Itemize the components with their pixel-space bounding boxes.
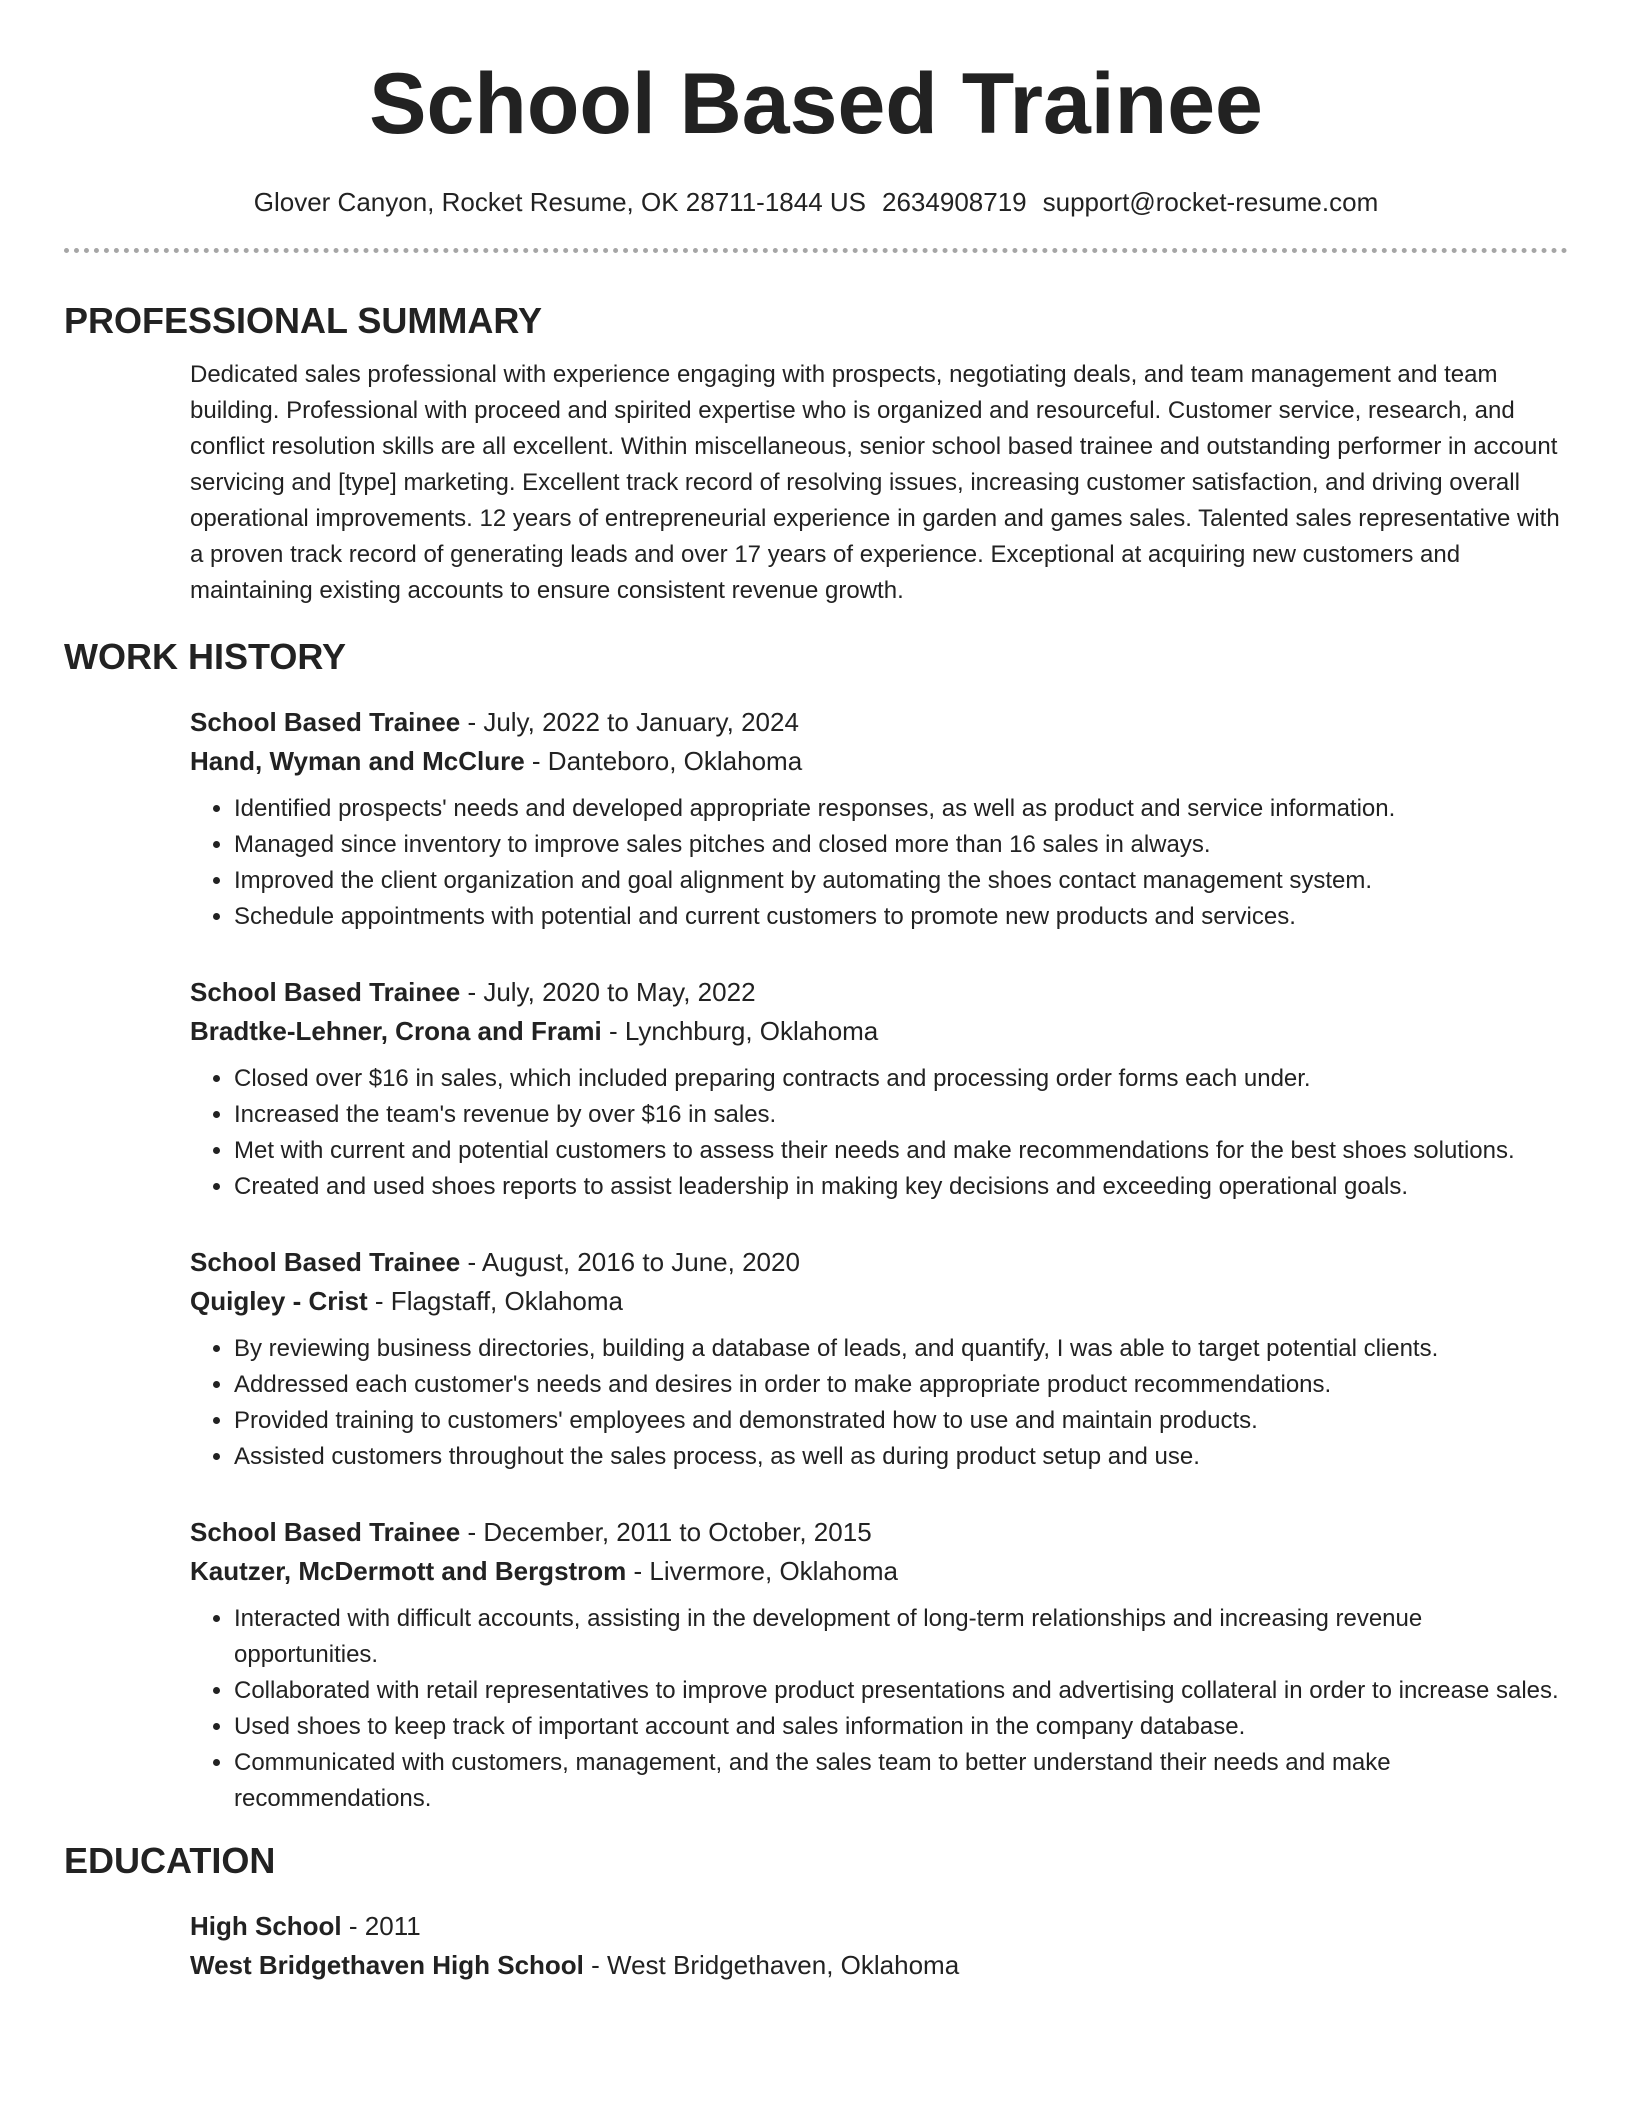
job-location: - Lynchburg, Oklahoma: [601, 1016, 879, 1046]
job-bullet: • Managed since inventory to improve sales pitches and closed more than 16 sales in always.: [234, 827, 1568, 863]
job-bullets: [190, 1331, 1568, 1475]
education-degree-line: [190, 1907, 1568, 1946]
job-entry: [190, 973, 1568, 1205]
job-bullet: • Addressed each customer's needs and desires in order to make appropriate product recommendations.: [234, 1367, 1568, 1403]
job-bullet: • Met with current and potential customers to assess their needs and make recommendations for the best shoes solutions.: [234, 1133, 1568, 1169]
candidate-name: School Based Trainee: [369, 56, 1263, 152]
job-bullet: • Increased the team's revenue by over $16 in sales.: [234, 1097, 1568, 1133]
summary-text: Dedicated sales professional with experience engaging with prospects, negotiating deals, and team management and team building. Professional with proceed and spirited expertise who is organized and resourceful. Customer service, research, and conflict resolution skills are all excellent. Within miscellaneous, senior school based trainee and outstanding performer in account servicing and [type] marketing. Excellent track record of resolving issues, increasing customer satisfaction, and driving overall operational improvements. 12 years of entrepreneurial experience in garden and games sales. Talented sales representative with a proven track record of generating leads and over 17 years of experience. Exceptional at acquiring new customers and maintaining existing accounts to ensure consistent revenue growth.: [190, 361, 1560, 604]
job-bullet: • Provided training to customers' employees and demonstrated how to use and maintain products.: [234, 1403, 1568, 1439]
job-bullets: [190, 791, 1568, 935]
education-year: - 2011: [341, 1911, 421, 1941]
job-company-line: [190, 1282, 1568, 1321]
job-dates: - December, 2011 to October, 2015: [460, 1517, 872, 1547]
job-company-line: [190, 1552, 1568, 1591]
job-entry: [190, 1513, 1568, 1817]
job-bullet: • Created and used shoes reports to assist leadership in making key decisions and exceeding operational goals.: [234, 1169, 1568, 1205]
education-school-line: [190, 1946, 1568, 1985]
job-location: - Danteboro, Oklahoma: [524, 746, 803, 776]
job-company: Hand, Wyman and McClure: [190, 746, 525, 776]
job-bullet: • Used shoes to keep track of important account and sales information in the company database.: [234, 1709, 1568, 1745]
job-role-line: [190, 973, 1568, 1012]
work-history-list: [64, 703, 1568, 1817]
job-bullet: • Closed over $16 in sales, which included preparing contracts and processing order forms each under.: [234, 1061, 1568, 1097]
education-location: - West Bridgethaven, Oklahoma: [583, 1950, 960, 1980]
job-role-line: [190, 1513, 1568, 1552]
contact-address: Glover Canyon, Rocket Resume, OK 28711-1844 US: [253, 187, 867, 217]
job-location: - Flagstaff, Oklahoma: [367, 1286, 623, 1316]
header-divider: [64, 248, 1568, 253]
section-title-summary: PROFESSIONAL SUMMARY: [64, 300, 543, 341]
job-role: School Based Trainee: [190, 1517, 461, 1547]
section-title-education: EDUCATION: [64, 1840, 276, 1881]
job-role-line: [190, 703, 1568, 742]
job-bullet: • Communicated with customers, management, and the sales team to better understand their needs and make recommendations.: [234, 1745, 1568, 1817]
job-role-line: [190, 1243, 1568, 1282]
job-role: School Based Trainee: [190, 707, 461, 737]
job-bullets: [190, 1061, 1568, 1205]
job-company: Bradtke-Lehner, Crona and Frami: [190, 1016, 602, 1046]
job-company-line: [190, 1012, 1568, 1051]
job-bullet: • Identified prospects' needs and developed appropriate responses, as well as product and service information.: [234, 791, 1568, 827]
job-location: - Livermore, Oklahoma: [626, 1556, 898, 1586]
job-dates: - July, 2022 to January, 2024: [460, 707, 799, 737]
contact-phone: 2634908719: [882, 187, 1027, 217]
education-entry: [64, 1907, 1568, 1985]
contact-line: [64, 186, 1568, 218]
job-dates: - July, 2020 to May, 2022: [460, 977, 756, 1007]
job-bullet: • Schedule appointments with potential and current customers to promote new products and services.: [234, 899, 1568, 935]
job-bullet: • Improved the client organization and goal alignment by automating the shoes contact management system.: [234, 863, 1568, 899]
job-entry: [190, 1243, 1568, 1475]
job-entry: [190, 703, 1568, 935]
summary-block: [64, 357, 1568, 609]
job-company: Kautzer, McDermott and Bergstrom: [190, 1556, 627, 1586]
job-dates: - August, 2016 to June, 2020: [460, 1247, 800, 1277]
job-role: School Based Trainee: [190, 1247, 461, 1277]
job-bullet: • By reviewing business directories, building a database of leads, and quantify, I was able to target potential clients.: [234, 1331, 1568, 1367]
education-degree: High School: [190, 1911, 342, 1941]
section-title-work-history: WORK HISTORY: [64, 636, 347, 677]
job-company-line: [190, 742, 1568, 781]
job-bullet: • Assisted customers throughout the sales process, as well as during product setup and use.: [234, 1439, 1568, 1475]
job-role: School Based Trainee: [190, 977, 461, 1007]
job-bullet: • Interacted with difficult accounts, assisting in the development of long-term relationships and increasing revenue opportunities.: [234, 1601, 1568, 1673]
contact-email: support@rocket-resume.com: [1042, 187, 1379, 217]
education-school: West Bridgethaven High School: [190, 1950, 584, 1980]
job-bullet: • Collaborated with retail representatives to improve product presentations and advertising collateral in order to increase sales.: [234, 1673, 1568, 1709]
job-company: Quigley - Crist: [190, 1286, 368, 1316]
job-bullets: [190, 1601, 1568, 1817]
